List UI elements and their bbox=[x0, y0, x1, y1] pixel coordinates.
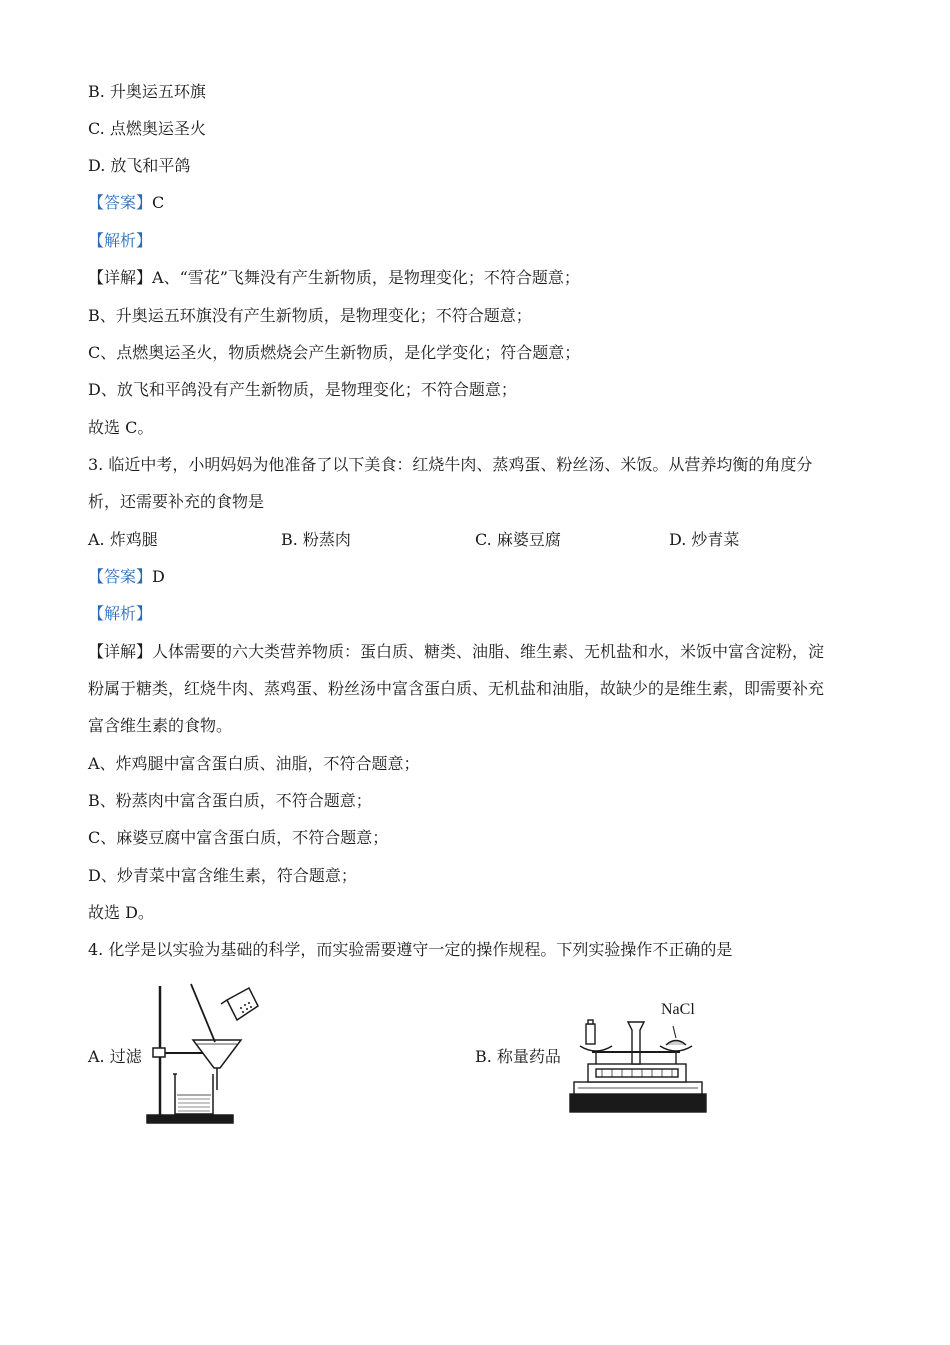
nacl-label: NaCl bbox=[661, 1001, 695, 1018]
q3-explain-d: D、炒青菜中富含维生素，符合题意； bbox=[88, 866, 357, 885]
q3-explain-c: C、麻婆豆腐中富含蛋白质，不符合题意； bbox=[88, 828, 389, 847]
q2-detail-a bbox=[88, 268, 580, 288]
q3-analysis-tag: 【解析】 bbox=[88, 604, 153, 623]
q2-option-c: C. 点燃奥运圣火 bbox=[88, 119, 206, 138]
q3-stem-line-2: 析，还需要补充的食物是 bbox=[88, 492, 265, 511]
q3-detail-line-1 bbox=[88, 642, 824, 662]
q3-conclusion: 故选 D。 bbox=[88, 903, 154, 922]
q4-option-b-label: B. 称量药品 bbox=[475, 1047, 561, 1066]
q2-conclusion: 故选 C。 bbox=[88, 418, 154, 437]
q3-explain-a: A、炸鸡腿中富含蛋白质、油脂，不符合题意； bbox=[88, 754, 420, 773]
answer-tag: 【答案】 bbox=[88, 193, 153, 212]
answer-value: D bbox=[152, 567, 165, 586]
q3-option-c: C. 麻婆豆腐 bbox=[475, 530, 561, 549]
detail-tag: 【详解】 bbox=[88, 268, 153, 287]
detail-text-1: 人体需要的六大类营养物质：蛋白质、糖类、油脂、维生素、无机盐和水，米饭中富含淀粉，淀 bbox=[152, 642, 825, 661]
q3-option-d: D. 炒青菜 bbox=[669, 530, 740, 549]
detail-text-a: A、“雪花”飞舞没有产生新物质，是物理变化；不符合题意； bbox=[152, 268, 580, 287]
q3-explain-b: B、粉蒸肉中富含蛋白质，不符合题意； bbox=[88, 791, 372, 810]
q2-detail-d: D、放飞和平鸽没有产生新物质，是物理变化；不符合题意； bbox=[88, 380, 517, 399]
q2-detail-c: C、点燃奥运圣火，物质燃烧会产生新物质，是化学变化；符合题意； bbox=[88, 343, 581, 362]
q4-stem: 4. 化学是以实验为基础的科学，而实验需要遵守一定的操作规程。下列实验操作不正确的是 bbox=[88, 940, 733, 959]
q2-analysis-tag: 【解析】 bbox=[88, 231, 153, 250]
q3-option-a: A. 炸鸡腿 bbox=[88, 530, 158, 549]
q2-answer-line bbox=[88, 193, 164, 213]
q3-answer-line bbox=[88, 567, 165, 587]
q3-option-b: B. 粉蒸肉 bbox=[281, 530, 351, 549]
answer-value: C bbox=[152, 193, 165, 212]
q3-detail-line-3: 富含维生素的食物。 bbox=[88, 716, 233, 735]
q2-detail-b: B、升奥运五环旗没有产生新物质，是物理变化；不符合题意； bbox=[88, 306, 532, 325]
q2-option-b: B. 升奥运五环旗 bbox=[88, 82, 206, 101]
q4-option-a-label: A. 过滤 bbox=[88, 1047, 142, 1066]
q3-detail-line-2: 粉属于糖类，红烧牛肉、蒸鸡蛋、粉丝汤中富含蛋白质、无机盐和油脂，故缺少的是维生素，即需要补充 bbox=[88, 679, 825, 698]
answer-tag: 【答案】 bbox=[88, 567, 153, 586]
filtration-apparatus-figure bbox=[145, 978, 260, 1128]
q3-stem-line-1: 3. 临近中考，小明妈妈为他准备了以下美食：红烧牛肉、蒸鸡蛋、粉丝汤、米饭。从营养均衡的角度分 bbox=[88, 455, 813, 474]
q2-option-d: D. 放飞和平鸽 bbox=[88, 156, 191, 175]
detail-tag: 【详解】 bbox=[88, 642, 153, 661]
